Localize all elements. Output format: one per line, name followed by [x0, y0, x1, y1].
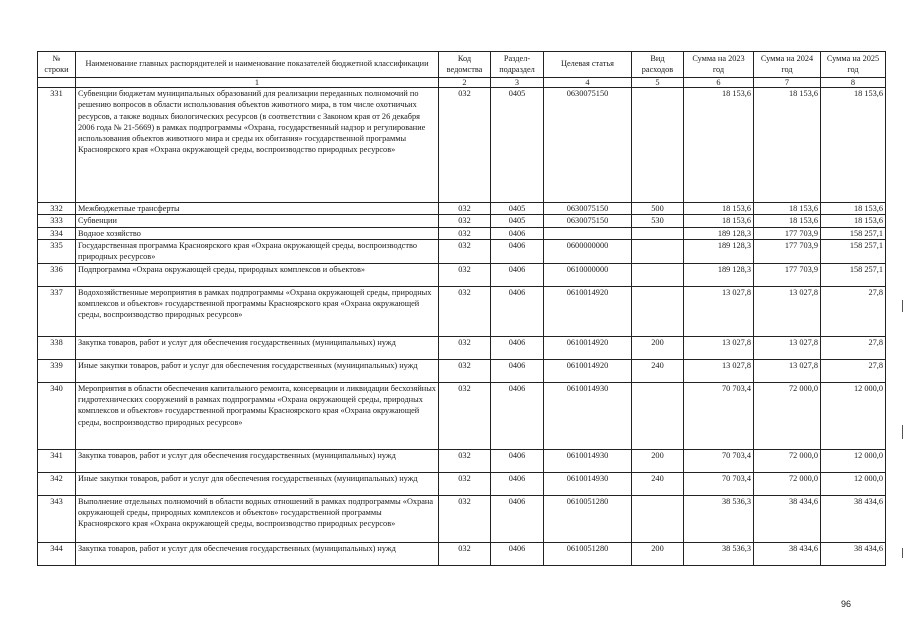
row-name: Иные закупки товаров, работ и услуг для обеспечения государственных (муниципальных) нужд: [76, 359, 439, 382]
row-name: Субвенции бюджетам муниципальных образований для реализации переданных полномочий по решению вопросов в области использования объектов животного мира, в том числе охотничьих ресурсов, а также водных биологических ресурсов (в соответствии с Законом края от 26 декабря 2006 года № 21-5669) в рамках подпрограммы «Охрана, государственный надзор и регулирование использования объектов животного мира и среды их обитания» государственной программы Красноярского края «Охрана окружающей среды, воспроизводство природных ресурсов»: [76, 88, 439, 203]
row-sum-2024: 38 434,6: [754, 542, 821, 565]
row-name: Выполнение отдельных полномочий в области водных отношений в рамках подпрограммы «Охрана окружающей среды, природных комплексов и объектов» государственной программы Красноярского края «Охрана окружающей среды, воспроизводство природных ресурсов»: [76, 495, 439, 542]
row-expense-type: 200: [632, 336, 684, 359]
row-sum-2025: 12 000,0: [821, 449, 886, 472]
row-dept-code: 032: [439, 215, 491, 227]
row-expense-type: 500: [632, 203, 684, 215]
row-number: 342: [38, 472, 76, 495]
header-section: Раздел-подраздел: [491, 52, 544, 78]
header-sum-2023: Сумма на 2023 год: [684, 52, 754, 78]
header-row-no: № строки: [38, 52, 76, 78]
row-sum-2025: 12 000,0: [821, 382, 886, 449]
row-sum-2023: 18 153,6: [684, 215, 754, 227]
table-row: [38, 286, 886, 336]
row-number: 343: [38, 495, 76, 542]
header-name: Наименование главных распорядителей и наименование показателей бюджетной классификации: [76, 52, 439, 78]
row-sum-2025: 18 153,6: [821, 215, 886, 227]
table-row: [38, 495, 886, 542]
row-sum-2025: 27,8: [821, 359, 886, 382]
row-number: 341: [38, 449, 76, 472]
table-row: [38, 336, 886, 359]
row-name: Водохозяйственные мероприятия в рамках подпрограммы «Охрана окружающей среды, природных комплексов и объектов» государственной программы Красноярского края «Охрана окружающей среды, воспроизводство природных ресурсов»: [76, 286, 439, 336]
table-row: [38, 215, 886, 227]
row-number: 335: [38, 239, 76, 263]
row-sum-2025: 38 434,6: [821, 542, 886, 565]
header-expense-type: Вид расходов: [632, 52, 684, 78]
row-target: 0610051280: [544, 495, 632, 542]
row-sum-2023: 189 128,3: [684, 263, 754, 286]
row-sum-2024: 13 027,8: [754, 286, 821, 336]
row-sum-2025: 18 153,6: [821, 203, 886, 215]
row-sum-2023: 13 027,8: [684, 336, 754, 359]
row-section: 0406: [491, 263, 544, 286]
row-expense-type: [632, 495, 684, 542]
scan-edge-mark: [902, 300, 903, 312]
row-section: 0406: [491, 542, 544, 565]
row-target: 0630075150: [544, 215, 632, 227]
column-number: 3: [491, 78, 544, 88]
table-row: [38, 449, 886, 472]
row-dept-code: 032: [439, 542, 491, 565]
row-number: 332: [38, 203, 76, 215]
table-row: [38, 472, 886, 495]
row-target: 0610014920: [544, 359, 632, 382]
row-expense-type: [632, 263, 684, 286]
table-header-row: [38, 52, 886, 78]
row-section: 0405: [491, 203, 544, 215]
row-dept-code: 032: [439, 227, 491, 239]
row-sum-2025: 38 434,6: [821, 495, 886, 542]
row-sum-2025: 158 257,1: [821, 263, 886, 286]
row-sum-2023: 13 027,8: [684, 286, 754, 336]
row-sum-2024: 18 153,6: [754, 215, 821, 227]
table-row: [38, 203, 886, 215]
row-name: Закупка товаров, работ и услуг для обеспечения государственных (муниципальных) нужд: [76, 542, 439, 565]
header-dept-code: Код ведомства: [439, 52, 491, 78]
table-row: [38, 88, 886, 203]
row-sum-2024: 72 000,0: [754, 449, 821, 472]
row-sum-2024: 13 027,8: [754, 336, 821, 359]
column-number-row: [38, 78, 886, 88]
row-name: Межбюджетные трансферты: [76, 203, 439, 215]
row-section: 0406: [491, 495, 544, 542]
row-section: 0406: [491, 359, 544, 382]
row-section: 0405: [491, 88, 544, 203]
row-section: 0406: [491, 449, 544, 472]
row-name: Иные закупки товаров, работ и услуг для обеспечения государственных (муниципальных) нужд: [76, 472, 439, 495]
row-expense-type: 530: [632, 215, 684, 227]
table-row: [38, 263, 886, 286]
row-sum-2024: 177 703,9: [754, 227, 821, 239]
row-name: Закупка товаров, работ и услуг для обеспечения государственных (муниципальных) нужд: [76, 449, 439, 472]
row-expense-type: 200: [632, 542, 684, 565]
row-section: 0406: [491, 227, 544, 239]
row-section: 0406: [491, 286, 544, 336]
header-sum-2024: Сумма на 2024 год: [754, 52, 821, 78]
row-dept-code: 032: [439, 472, 491, 495]
row-sum-2025: 158 257,1: [821, 227, 886, 239]
column-number: 7: [754, 78, 821, 88]
row-dept-code: 032: [439, 203, 491, 215]
column-number: [38, 78, 76, 88]
column-number: 6: [684, 78, 754, 88]
row-number: 338: [38, 336, 76, 359]
row-sum-2023: 38 536,3: [684, 542, 754, 565]
row-expense-type: 200: [632, 449, 684, 472]
row-expense-type: 240: [632, 472, 684, 495]
row-expense-type: [632, 239, 684, 263]
row-sum-2025: 12 000,0: [821, 472, 886, 495]
row-sum-2024: 72 000,0: [754, 382, 821, 449]
row-sum-2023: 18 153,6: [684, 203, 754, 215]
row-dept-code: 032: [439, 449, 491, 472]
row-dept-code: 032: [439, 263, 491, 286]
row-name: Мероприятия в области обеспечения капитального ремонта, консервации и ликвидации бесхозяйных гидротехнических сооружений в рамках подпрограммы «Охрана окружающей среды, природных комплексов и объектов» государственной программы Красноярского края «Охрана окружающей среды, воспроизводство природных ресурсов»: [76, 382, 439, 449]
scan-edge-mark: [902, 425, 903, 439]
row-target: 0630075150: [544, 203, 632, 215]
scan-edge-mark: [902, 548, 903, 558]
row-sum-2025: 27,8: [821, 336, 886, 359]
row-expense-type: [632, 382, 684, 449]
row-target: 0610014920: [544, 286, 632, 336]
row-expense-type: [632, 227, 684, 239]
row-section: 0405: [491, 215, 544, 227]
row-number: 337: [38, 286, 76, 336]
row-expense-type: [632, 286, 684, 336]
row-dept-code: 032: [439, 382, 491, 449]
row-number: 331: [38, 88, 76, 203]
row-target: 0610014930: [544, 472, 632, 495]
row-sum-2024: 18 153,6: [754, 203, 821, 215]
row-name: Субвенции: [76, 215, 439, 227]
row-sum-2024: 18 153,6: [754, 88, 821, 203]
row-sum-2025: 27,8: [821, 286, 886, 336]
row-section: 0406: [491, 336, 544, 359]
row-target: 0600000000: [544, 239, 632, 263]
table-row: [38, 239, 886, 263]
row-sum-2025: 18 153,6: [821, 88, 886, 203]
row-dept-code: 032: [439, 88, 491, 203]
row-sum-2023: 70 703,4: [684, 472, 754, 495]
row-dept-code: 032: [439, 286, 491, 336]
row-name: Государственная программа Красноярского края «Охрана окружающей среды, воспроизводство природных ресурсов»: [76, 239, 439, 263]
row-sum-2023: 189 128,3: [684, 227, 754, 239]
row-section: 0406: [491, 382, 544, 449]
row-dept-code: 032: [439, 239, 491, 263]
row-target: 0610000000: [544, 263, 632, 286]
row-section: 0406: [491, 239, 544, 263]
row-target: 0610014930: [544, 382, 632, 449]
budget-table: [37, 51, 886, 566]
header-sum-2025: Сумма на 2025 год: [821, 52, 886, 78]
row-sum-2025: 158 257,1: [821, 239, 886, 263]
row-number: 344: [38, 542, 76, 565]
table-row: [38, 382, 886, 449]
row-sum-2023: 13 027,8: [684, 359, 754, 382]
row-sum-2023: 38 536,3: [684, 495, 754, 542]
row-sum-2023: 70 703,4: [684, 382, 754, 449]
header-target: Целевая статья: [544, 52, 632, 78]
row-sum-2024: 72 000,0: [754, 472, 821, 495]
column-number: 1: [76, 78, 439, 88]
row-sum-2023: 70 703,4: [684, 449, 754, 472]
row-number: 336: [38, 263, 76, 286]
row-sum-2024: 38 434,6: [754, 495, 821, 542]
column-number: 4: [544, 78, 632, 88]
row-sum-2024: 13 027,8: [754, 359, 821, 382]
row-sum-2023: 18 153,6: [684, 88, 754, 203]
row-sum-2023: 189 128,3: [684, 239, 754, 263]
row-target: [544, 227, 632, 239]
column-number: 2: [439, 78, 491, 88]
row-target: 0610051280: [544, 542, 632, 565]
table-row: [38, 542, 886, 565]
row-number: 333: [38, 215, 76, 227]
row-name: Подпрограмма «Охрана окружающей среды, природных комплексов и объектов»: [76, 263, 439, 286]
column-number: 8: [821, 78, 886, 88]
row-target: 0610014920: [544, 336, 632, 359]
row-number: 339: [38, 359, 76, 382]
row-dept-code: 032: [439, 336, 491, 359]
row-expense-type: [632, 88, 684, 203]
row-dept-code: 032: [439, 495, 491, 542]
row-section: 0406: [491, 472, 544, 495]
row-sum-2024: 177 703,9: [754, 263, 821, 286]
table-row: [38, 227, 886, 239]
row-name: Закупка товаров, работ и услуг для обеспечения государственных (муниципальных) нужд: [76, 336, 439, 359]
row-target: 0630075150: [544, 88, 632, 203]
row-name: Водное хозяйство: [76, 227, 439, 239]
row-number: 334: [38, 227, 76, 239]
row-expense-type: 240: [632, 359, 684, 382]
row-dept-code: 032: [439, 359, 491, 382]
column-number: 5: [632, 78, 684, 88]
table-row: [38, 359, 886, 382]
row-sum-2024: 177 703,9: [754, 239, 821, 263]
row-number: 340: [38, 382, 76, 449]
row-target: 0610014930: [544, 449, 632, 472]
page-number: 96: [840, 599, 851, 609]
